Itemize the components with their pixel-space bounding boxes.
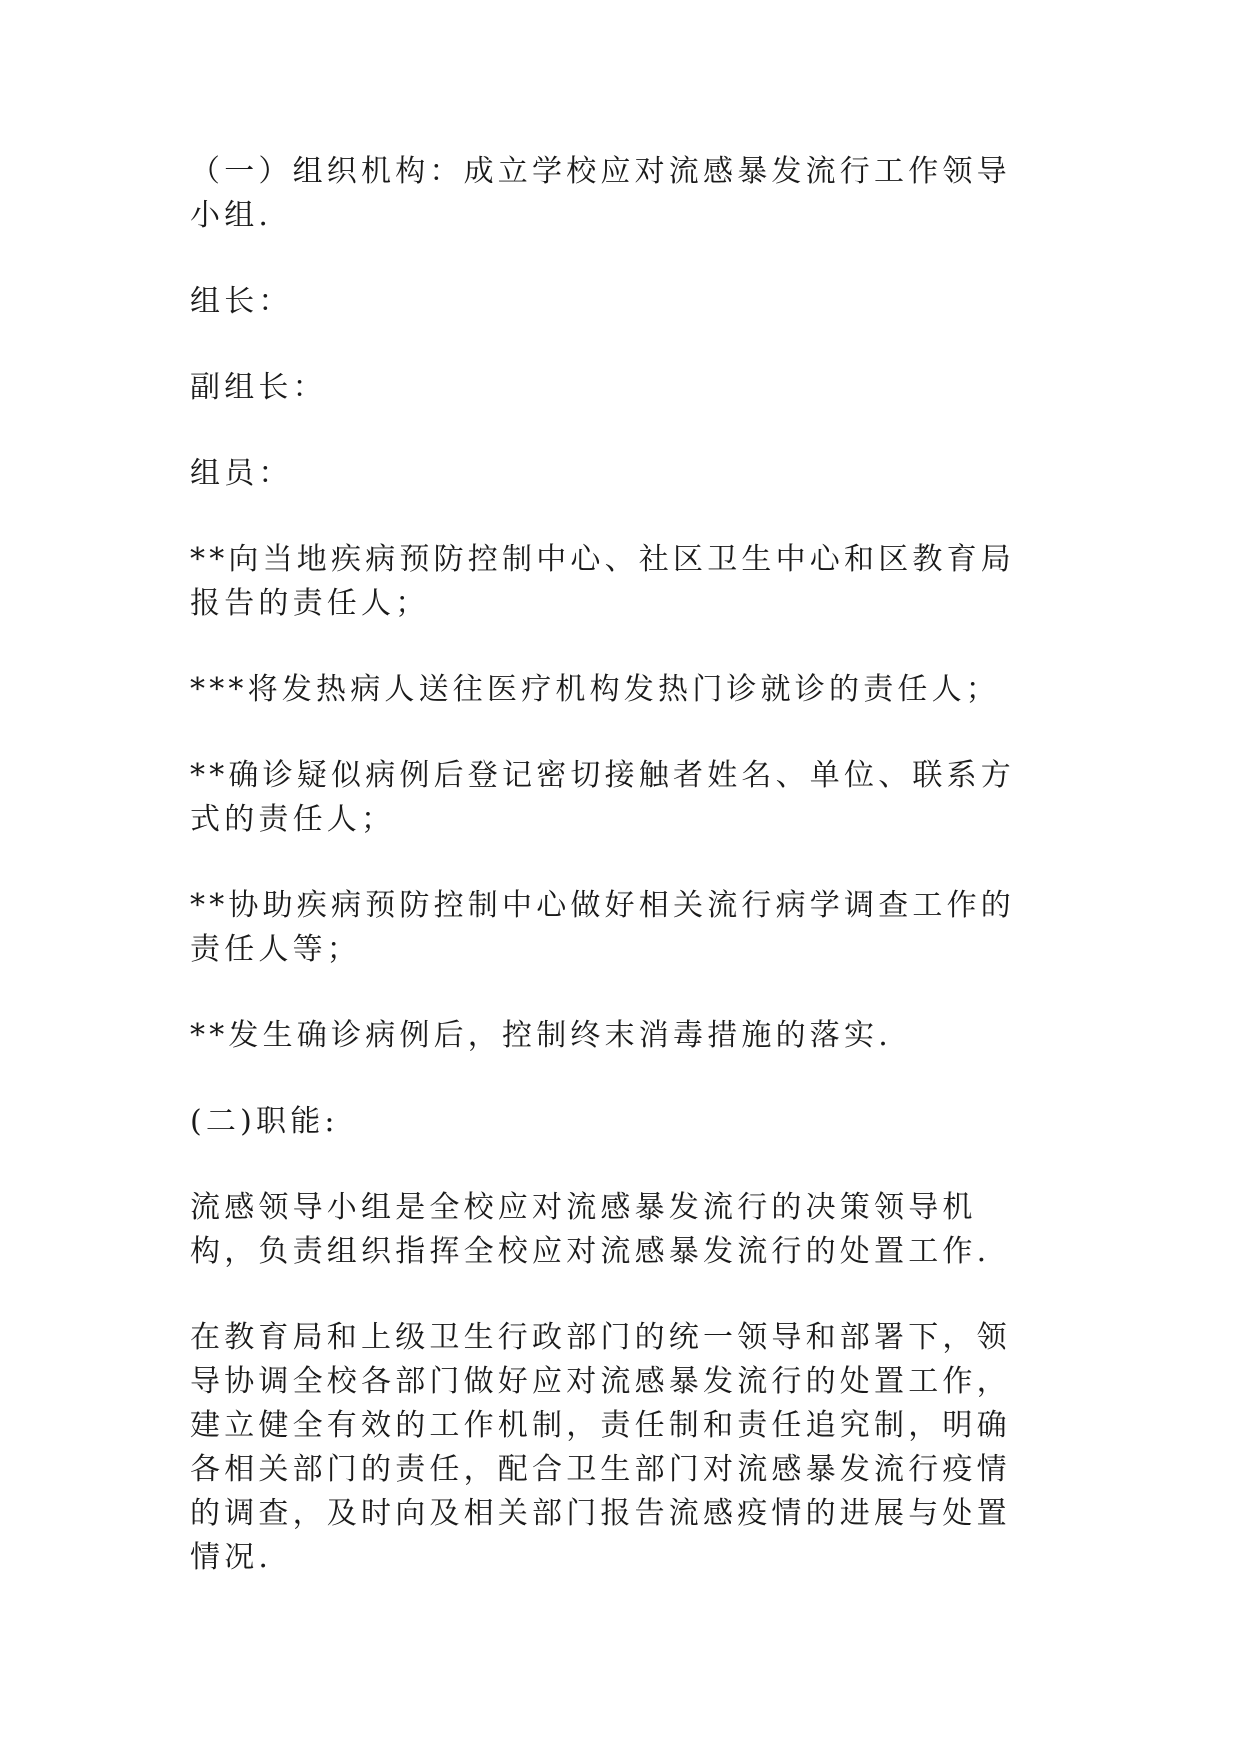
responsibility-item-contacts: **确诊疑似病例后登记密切接触者姓名、单位、联系方式的责任人； — [190, 758, 1015, 837]
team-leader-line: 组长： — [190, 284, 293, 319]
document-body — [190, 150, 1020, 1622]
functions-paragraph-1: 流感领导小组是全校应对流感暴发流行的决策领导机构，负责组织指挥全校应对流感暴发流行的处置工作. — [190, 1190, 991, 1269]
team-members-line: 组员： — [190, 456, 293, 491]
responsibility-item-report: **向当地疾病预防控制中心、社区卫生中心和区教育局报告的责任人； — [190, 542, 1015, 621]
deputy-leader-line: 副组长： — [190, 370, 327, 405]
section-heading-functions: (二)职能: — [190, 1104, 339, 1139]
responsibility-item-disinfection: **发生确诊病例后，控制终末消毒措施的落实. — [190, 1018, 892, 1053]
responsibility-item-transport: ***将发热病人送往医疗机构发热门诊就诊的责任人； — [190, 672, 1000, 707]
responsibility-item-investigation: **协助疾病预防控制中心做好相关流行病学调查工作的责任人等； — [190, 888, 1015, 967]
functions-paragraph-2: 在教育局和上级卫生行政部门的统一领导和部署下，领导协调全校各部门做好应对流感暴发流行的处置工作，建立健全有效的工作机制，责任制和责任追究制，明确各相关部门的责任，配合卫生部门对流感暴发流行疫情的调查，及时向及相关部门报告流感疫情的进展与处置情况. — [190, 1320, 1011, 1575]
section-heading-organization: （一）组织机构：成立学校应对流感暴发流行工作领导小组. — [190, 154, 1011, 233]
